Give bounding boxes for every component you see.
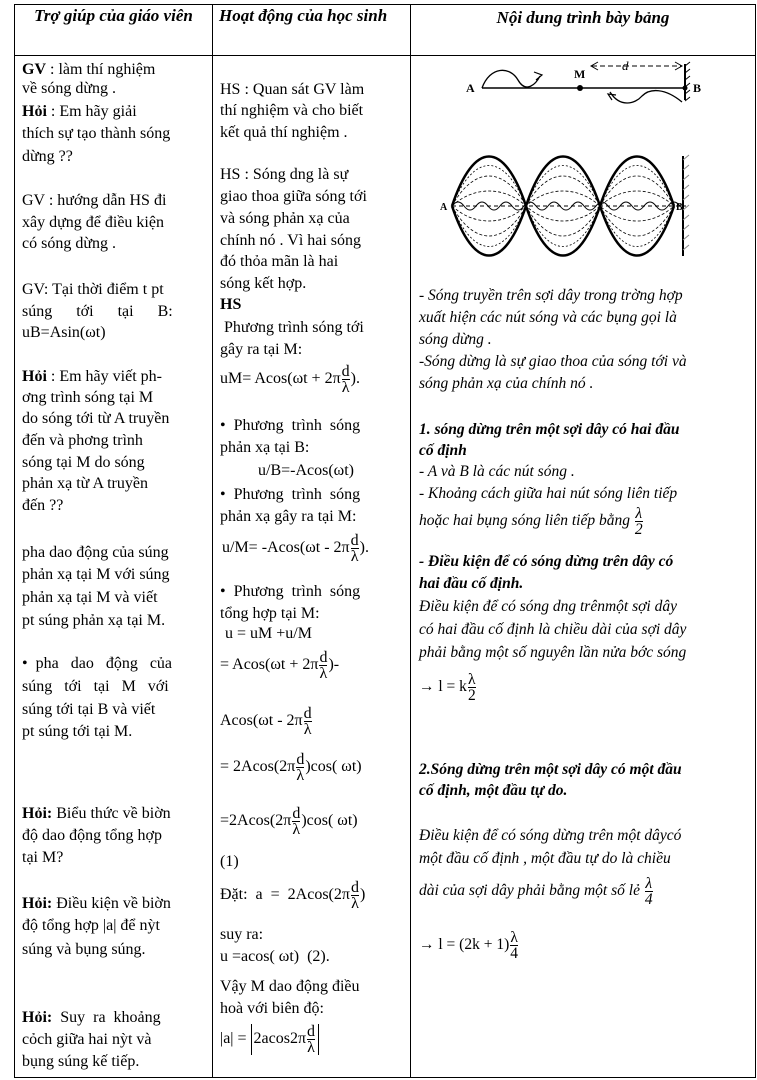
board-line: phải bằng một số nguyên lần nửa bớc sóng [419,644,687,661]
bullet-icon: • [220,486,234,503]
bullet-icon: • [22,655,36,672]
student-line: HS [220,296,242,313]
teacher-line: GV : làm thí nghiệm [22,61,156,78]
table-border-top [14,4,756,5]
point-b [683,86,688,91]
teacher-line: tại M? [22,849,64,866]
board-line: sóng dừng . [419,331,492,348]
teacher-line: độ dao động tổng hợp [22,827,163,844]
board-line: xuất hiện các nút sóng và các bụng gọi là [419,309,677,326]
teacher-line: GV: Tại thời điểm t pt [22,281,164,298]
label-a: A [466,81,475,95]
teacher-line: súng tới tại B: [22,303,173,320]
teacher-line: ơng trình sóng tại M [22,389,154,406]
bullet-icon: • [220,583,234,600]
envelope-upper [452,157,674,256]
student-line: hoà với biên độ: [220,1000,324,1017]
teacher-line: cỏch giữa hai nỳt và [22,1031,152,1048]
bullet-icon: • [220,417,234,434]
student-line: • Phương trình sóng [220,486,361,503]
teacher-line: pt súng phản xạ tại M. [22,612,166,629]
teacher-line: có sóng dừng . [22,235,116,252]
board-line: - A và B là các nút sóng . [419,463,575,480]
teacher-line: • pha dao động của [22,655,173,672]
arrow-left-icon [608,94,616,100]
student-line: HS : Sóng dng là sự [220,166,349,183]
col-divider-2 [410,4,411,1078]
student-line: Vậy M dao động điều [220,978,360,995]
teacher-line: sóng tại M do sóng [22,454,145,471]
teacher-line: đến và phơng trình [22,432,143,449]
table-border-left [14,4,15,1078]
teacher-line: phản xạ tại M và viết [22,589,158,606]
teacher-line: súng và bụng súng. [22,941,146,958]
teacher-line: Hỏi: Biểu thức về biờn [22,805,171,822]
equation-line: Đặt: a = 2Acos(2π $\frac{d}{\lambda}$ ) [220,879,366,912]
incident-pulse [482,70,540,88]
wave-dashed [452,191,674,221]
teacher-line: thích sự tạo thành sóng [22,125,171,142]
teacher-line: dừng ?? [22,148,73,165]
student-line: • Phương trình sóng [220,417,361,434]
formula-fixed-ends: → l = k $\frac{\lambda}{2}$ [419,671,476,704]
col-divider-1 [212,4,213,1078]
equation-number: (1) [220,853,239,870]
student-line: phản xạ tại B: [220,439,310,456]
label-b: B [676,202,683,213]
student-line: và sóng phản xạ của [220,210,350,227]
equation-reflected-m: u/M= -Acos(ωt - 2π $\frac{d}{\lambda}$ ). [222,532,369,565]
teacher-line: độ tổng hợp |a| để nỳt [22,917,160,934]
student-line: tổng hợp tại M: [220,605,320,622]
teacher-line: phản xạ tại M với súng [22,566,170,583]
equation-line: = 2Acos(2π $\frac{d}{\lambda}$ )cos( ωt) [220,751,362,784]
section-heading-condition: hai đầu cố định. [419,575,524,592]
student-line: Phương trình sóng tới [220,319,364,336]
section-heading-1: cố định [419,442,467,459]
board-line: Điều kiện để có sóng dừng trên một dâycó [419,827,682,844]
board-line: có hai đầu cố định là chiều dài của sợi dây [419,621,687,638]
header-teacher: Trợ giúp của giáo viên [34,6,193,25]
section-heading-2: cố định, một đầu tự do. [419,782,568,799]
student-line: phản xạ gây ra tại M: [220,508,357,525]
label-a: A [440,202,448,213]
equation-line: =2Acos(2π $\frac{d}{\lambda}$ )cos( ωt) [220,805,358,838]
board-line: - Sóng truyền trên sợi dây trong trờng hợp [419,287,683,304]
section-heading-2: 2.Sóng dừng trên một sợi dây có một đầu [419,761,682,778]
equation-amplitude: |a| = 2acos2π $\frac{d}{\lambda}$ [220,1024,319,1055]
teacher-line: uB=Asin(ωt) [22,324,106,341]
student-line: kết quả thí nghiệm . [220,124,348,141]
board-line: hoặc hai bụng sóng liên tiếp bằng $\frac{\lambda}{2}$ [419,505,643,538]
teacher-line: Hỏi: Điều kiện về biờn [22,895,171,912]
teacher-line: Hỏi : Em hãy viết ph- [22,368,162,385]
standing-wave-figure [438,136,708,276]
equation-incident-wave: uM= Acos(ωt + 2π $\frac{d}{\lambda}$ ). [220,363,360,396]
equation-sum: u = uM +u/M [225,625,312,642]
board-line: Điều kiện để có sóng dng trênmột sợi dây [419,598,677,615]
header-student: Hoạt động của học sinh [219,6,388,25]
table-border-bottom [14,1077,756,1078]
student-line: gây ra tại M: [220,341,303,358]
equation-line: = Acos(ωt + 2π $\frac{d}{\lambda}$ )- [220,649,340,682]
wave-dashed [452,166,674,247]
teacher-line: Hỏi : Em hãy giải [22,103,137,120]
student-line: giao thoa giữa sóng tới [220,188,367,205]
label-m: M [574,67,586,81]
teacher-line: Hỏi: Suy ra khoảng [22,1009,161,1026]
board-line: sóng phản xạ của chính nó . [419,375,594,392]
teacher-line: đến ?? [22,497,64,514]
reflected-pulse [610,91,682,103]
teacher-line: pha dao động của súng [22,544,169,561]
label-b: B [693,81,702,95]
wave-dashed [452,176,674,236]
section-heading-1: 1. sóng dừng trên một sợi dây có hai đầu [419,421,680,438]
student-line: • Phương trình sóng [220,583,361,600]
teacher-line: về sóng dừng . [22,80,116,97]
student-line: HS : Quan sát GV làm [220,81,365,98]
board-line: dài của sợi dây phải bằng một số lẻ $\frac{\lambda}{4}$ [419,875,653,908]
board-line: một đầu cố định , một đầu tự do là chiều [419,850,671,867]
teacher-line: súng tới tại M với [22,678,169,695]
header-board: Nội dung trình bày bảng [496,8,670,27]
student-line: đó thỏa mãn là hai [220,253,339,270]
equation-line: u =acos( ωt) (2). [220,948,330,965]
section-heading-condition: - Điều kiện để có sóng dừng trên dây có [419,553,674,570]
teacher-line: bụng súng kế tiếp. [22,1053,140,1070]
equation-line: Acos(ωt - 2π $\frac{d}{\lambda}$ [220,705,312,738]
point-m [577,85,583,91]
student-line: suy ra: [220,926,264,943]
teacher-line: do sóng tới từ A truyền [22,410,170,427]
table-border-right [755,4,756,1078]
label-d: d [622,58,629,73]
teacher-line: phản xạ từ A truyền [22,475,148,492]
teacher-line: súng tới tại B và viết [22,701,156,718]
wave-dashed [452,166,674,247]
teacher-line: xây dựng để điều kiện [22,214,164,231]
board-line: - Khoảng cách giữa hai nút sóng liên tiếp [419,485,678,502]
board-line: -Sóng dừng là sự giao thoa của sóng tới và [419,353,687,370]
teacher-line: GV : hướng dẫn HS đi [22,192,167,209]
wave-dashed [452,191,674,221]
envelope-lower [452,157,674,256]
student-line: chính nó . Vì hai sóng [220,232,362,249]
student-line: sóng kết hợp. [220,275,307,292]
wave-string-figure [460,56,710,112]
formula-free-end: → l = (2k + 1) $\frac{\lambda}{4}$ [419,929,518,962]
teacher-line: pt súng tới tại M. [22,723,133,740]
arrow-right-icon [534,72,542,80]
wave-dashed [452,176,674,236]
student-line: thí nghiệm và cho biết [220,102,364,119]
equation-reflected-b: u/B=-Acos(ωt) [258,462,354,479]
